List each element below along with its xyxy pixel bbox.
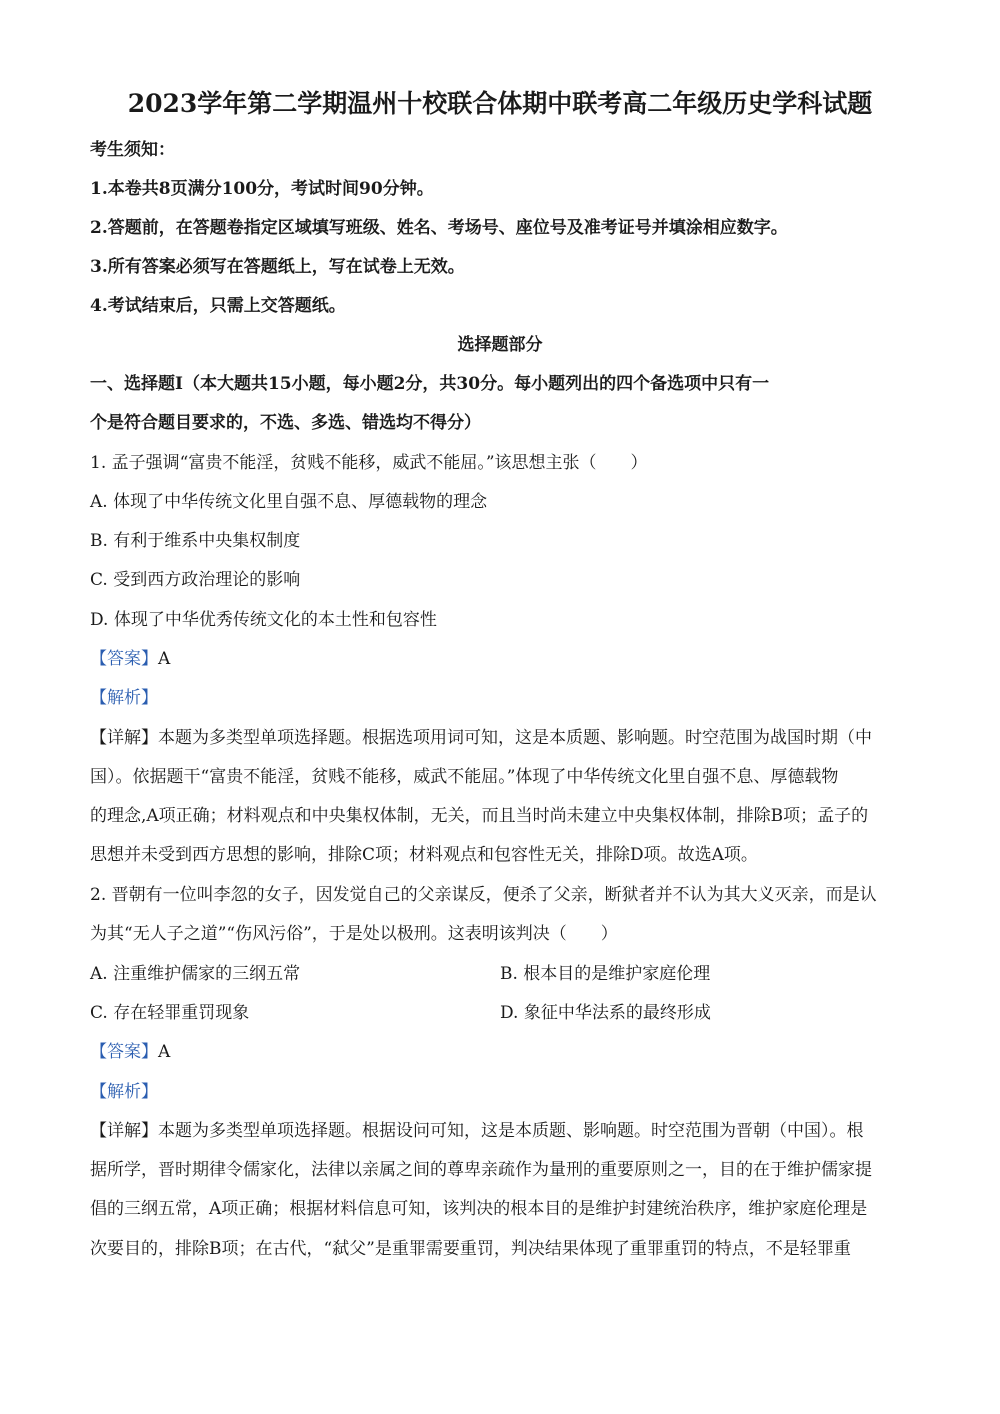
q1-stem: 1. 孟子强调“富贵不能淫，贫贱不能移，威武不能屈。”该思想主张（ ） bbox=[90, 453, 648, 473]
notice-item-3: 3.所有答案必须写在答题纸上，写在试卷上无效。 bbox=[90, 257, 465, 277]
q1-option-b: B. 有利于维系中央集权制度 bbox=[90, 531, 301, 551]
q1-detail-line-3: 的理念,A项正确；材料观点和中央集权体制，无关，而且当时尚未建立中央集权体制，排除B项；孟子的 bbox=[90, 806, 869, 826]
q1-detail-line-1 bbox=[90, 726, 872, 750]
q2-detail-line-4: 次要目的，排除B项；在古代，“弑父”是重罪需要重罚，判决结果体现了重罪重罚的特点，不是轻罪重 bbox=[90, 1239, 851, 1259]
q2-option-a: A. 注重维护儒家的三纲五常 bbox=[90, 964, 301, 984]
q1-option-d: D. 体现了中华优秀传统文化的本土性和包容性 bbox=[90, 610, 437, 630]
q2-option-c: C. 存在轻罪重罚现象 bbox=[90, 1003, 250, 1023]
q2-stem-line-1: 2. 晋朝有一位叫李忽的女子，因发觉自己的父亲谋反，便杀了父亲，断狱者并不认为其大义灭亲，而是认 bbox=[90, 885, 877, 905]
answer-label: 【答案】 bbox=[90, 649, 158, 669]
notice-item-4: 4.考试结束后，只需上交答题纸。 bbox=[90, 296, 346, 316]
part-one-heading-cont: 个是符合题目要求的，不选、多选、错选均不得分） bbox=[90, 413, 481, 433]
q1-detail-line-4: 思想并未受到西方思想的影响，排除C项；材料观点和包容性无关，排除D项。故选A项。 bbox=[90, 845, 758, 865]
detail-text: 本题为多类型单项选择题。根据设问可知，这是本质题、影响题。时空范围为晋朝（中国）。根 bbox=[158, 1121, 864, 1141]
q1-detail-line-2: 国）。依据题干“富贵不能淫，贫贱不能移，威武不能屈。”体现了中华传统文化里自强不息、厚德载物 bbox=[90, 767, 839, 787]
q2-detail-line-3: 倡的三纲五常，A项正确；根据材料信息可知，该判决的根本目的是维护封建统治秩序，维护家庭伦理是 bbox=[90, 1199, 868, 1219]
q2-option-b: B. 根本目的是维护家庭伦理 bbox=[500, 964, 711, 984]
q2-answer bbox=[90, 1040, 170, 1064]
q2-detail-line-1 bbox=[90, 1119, 864, 1143]
part-one-heading: 一、选择题Ⅰ（本大题共15小题，每小题2分，共30分。每小题列出的四个备选项中只有一 bbox=[90, 374, 770, 394]
notice-item-1: 1.本卷共8页满分100分，考试时间90分钟。 bbox=[90, 179, 434, 199]
detail-label: 【详解】 bbox=[90, 728, 158, 748]
answer-value: A bbox=[158, 649, 171, 669]
q1-analysis-label: 【解析】 bbox=[90, 688, 158, 708]
q2-option-d: D. 象征中华法系的最终形成 bbox=[500, 1003, 711, 1023]
q2-analysis-label: 【解析】 bbox=[90, 1082, 158, 1102]
answer-value: A bbox=[158, 1042, 171, 1062]
section-title: 选择题部分 bbox=[457, 335, 543, 355]
answer-label: 【答案】 bbox=[90, 1042, 158, 1062]
q1-option-a: A. 体现了中华传统文化里自强不息、厚德载物的理念 bbox=[90, 492, 488, 512]
q1-option-c: C. 受到西方政治理论的影响 bbox=[90, 570, 301, 590]
q2-detail-line-2: 据所学，晋时期律令儒家化，法律以亲属之间的尊卑亲疏作为量刑的重要原则之一，目的在于维护儒家提 bbox=[90, 1160, 872, 1180]
page-title: 2023学年第二学期温州十校联合体期中联考高二年级历史学科试题 bbox=[127, 89, 873, 118]
detail-text: 本题为多类型单项选择题。根据选项用词可知，这是本质题、影响题。时空范围为战国时期（中 bbox=[158, 728, 872, 748]
detail-label: 【详解】 bbox=[90, 1121, 158, 1141]
q2-stem-line-2: 为其“无人子之道”“伤风污俗”，于是处以极刑。这表明该判决（ ） bbox=[90, 924, 618, 944]
q1-answer bbox=[90, 647, 170, 671]
notice-item-2: 2.答题前，在答题卷指定区域填写班级、姓名、考场号、座位号及准考证号并填涂相应数字。 bbox=[90, 218, 788, 238]
notice-heading: 考生须知： bbox=[90, 140, 175, 160]
